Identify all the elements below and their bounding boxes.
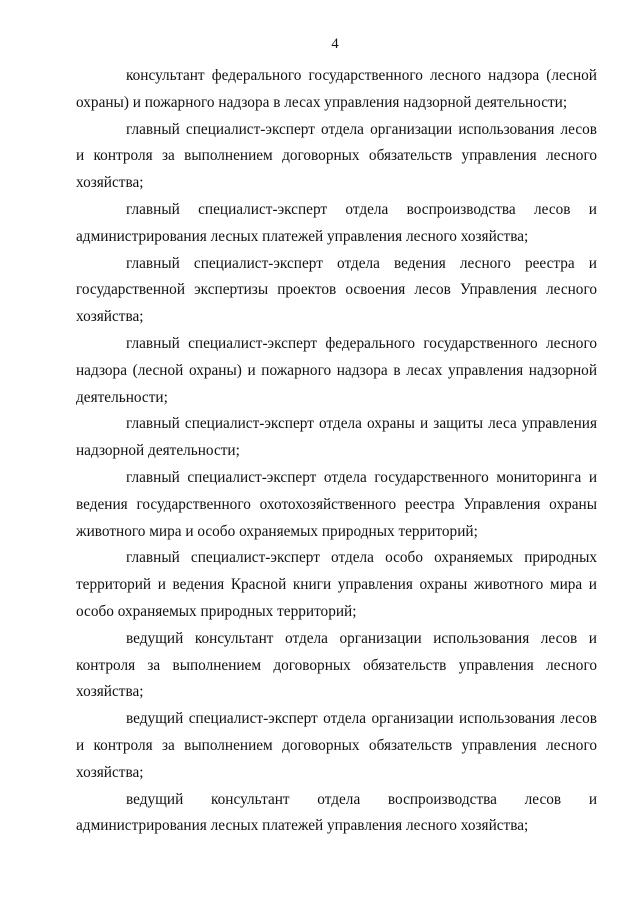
paragraph: главный специалист-эксперт федерального государственного лесного надзора (лесной охраны) и пожарного надзора в лесах управления надзорной деятельности; bbox=[76, 334, 597, 406]
paragraph: главный специалист-эксперт отдела охраны и защиты леса управления надзорной деятельности; bbox=[76, 415, 597, 460]
paragraph: консультант федерального государственного лесного надзора (лесной охраны) и пожарного надзора в лесах управления надзорной деятельности; bbox=[76, 67, 597, 111]
paragraph: главный специалист-эксперт отдела особо охраняемых природных территорий и ведения Красной книги управления охраны животного мира и особо охраняемых природных территорий; bbox=[76, 549, 597, 620]
document-body bbox=[76, 63, 597, 840]
paragraph: ведущий консультант отдела воспроизводства лесов и администрирования лесных платежей управления лесного хозяйства; bbox=[76, 790, 597, 835]
paragraph: главный специалист-эксперт отдела государственного мониторинга и ведения государственного охотохозяйственного реестра Управления охраны животного мира и особо охраняемых природных территорий; bbox=[76, 468, 597, 540]
page-number: 4 bbox=[331, 36, 339, 52]
paragraph: ведущий консультант отдела организации использования лесов и контроля за выполнением договорных обязательств управления лесного хозяйства; bbox=[76, 629, 597, 701]
paragraph: главный специалист-эксперт отдела организации использования лесов и контроля за выполнением договорных обязательств управления лесного хозяйства; bbox=[76, 120, 597, 192]
paragraph: ведущий специалист-эксперт отдела организации использования лесов и контроля за выполнением договорных обязательств управления лесного хозяйства; bbox=[76, 710, 597, 781]
paragraph: главный специалист-эксперт отдела ведения лесного реестра и государственной экспертизы проектов освоения лесов Управления лесного хозяйства; bbox=[76, 254, 597, 326]
paragraph: главный специалист-эксперт отдела воспроизводства лесов и администрирования лесных платежей управления лесного хозяйства; bbox=[76, 200, 597, 245]
